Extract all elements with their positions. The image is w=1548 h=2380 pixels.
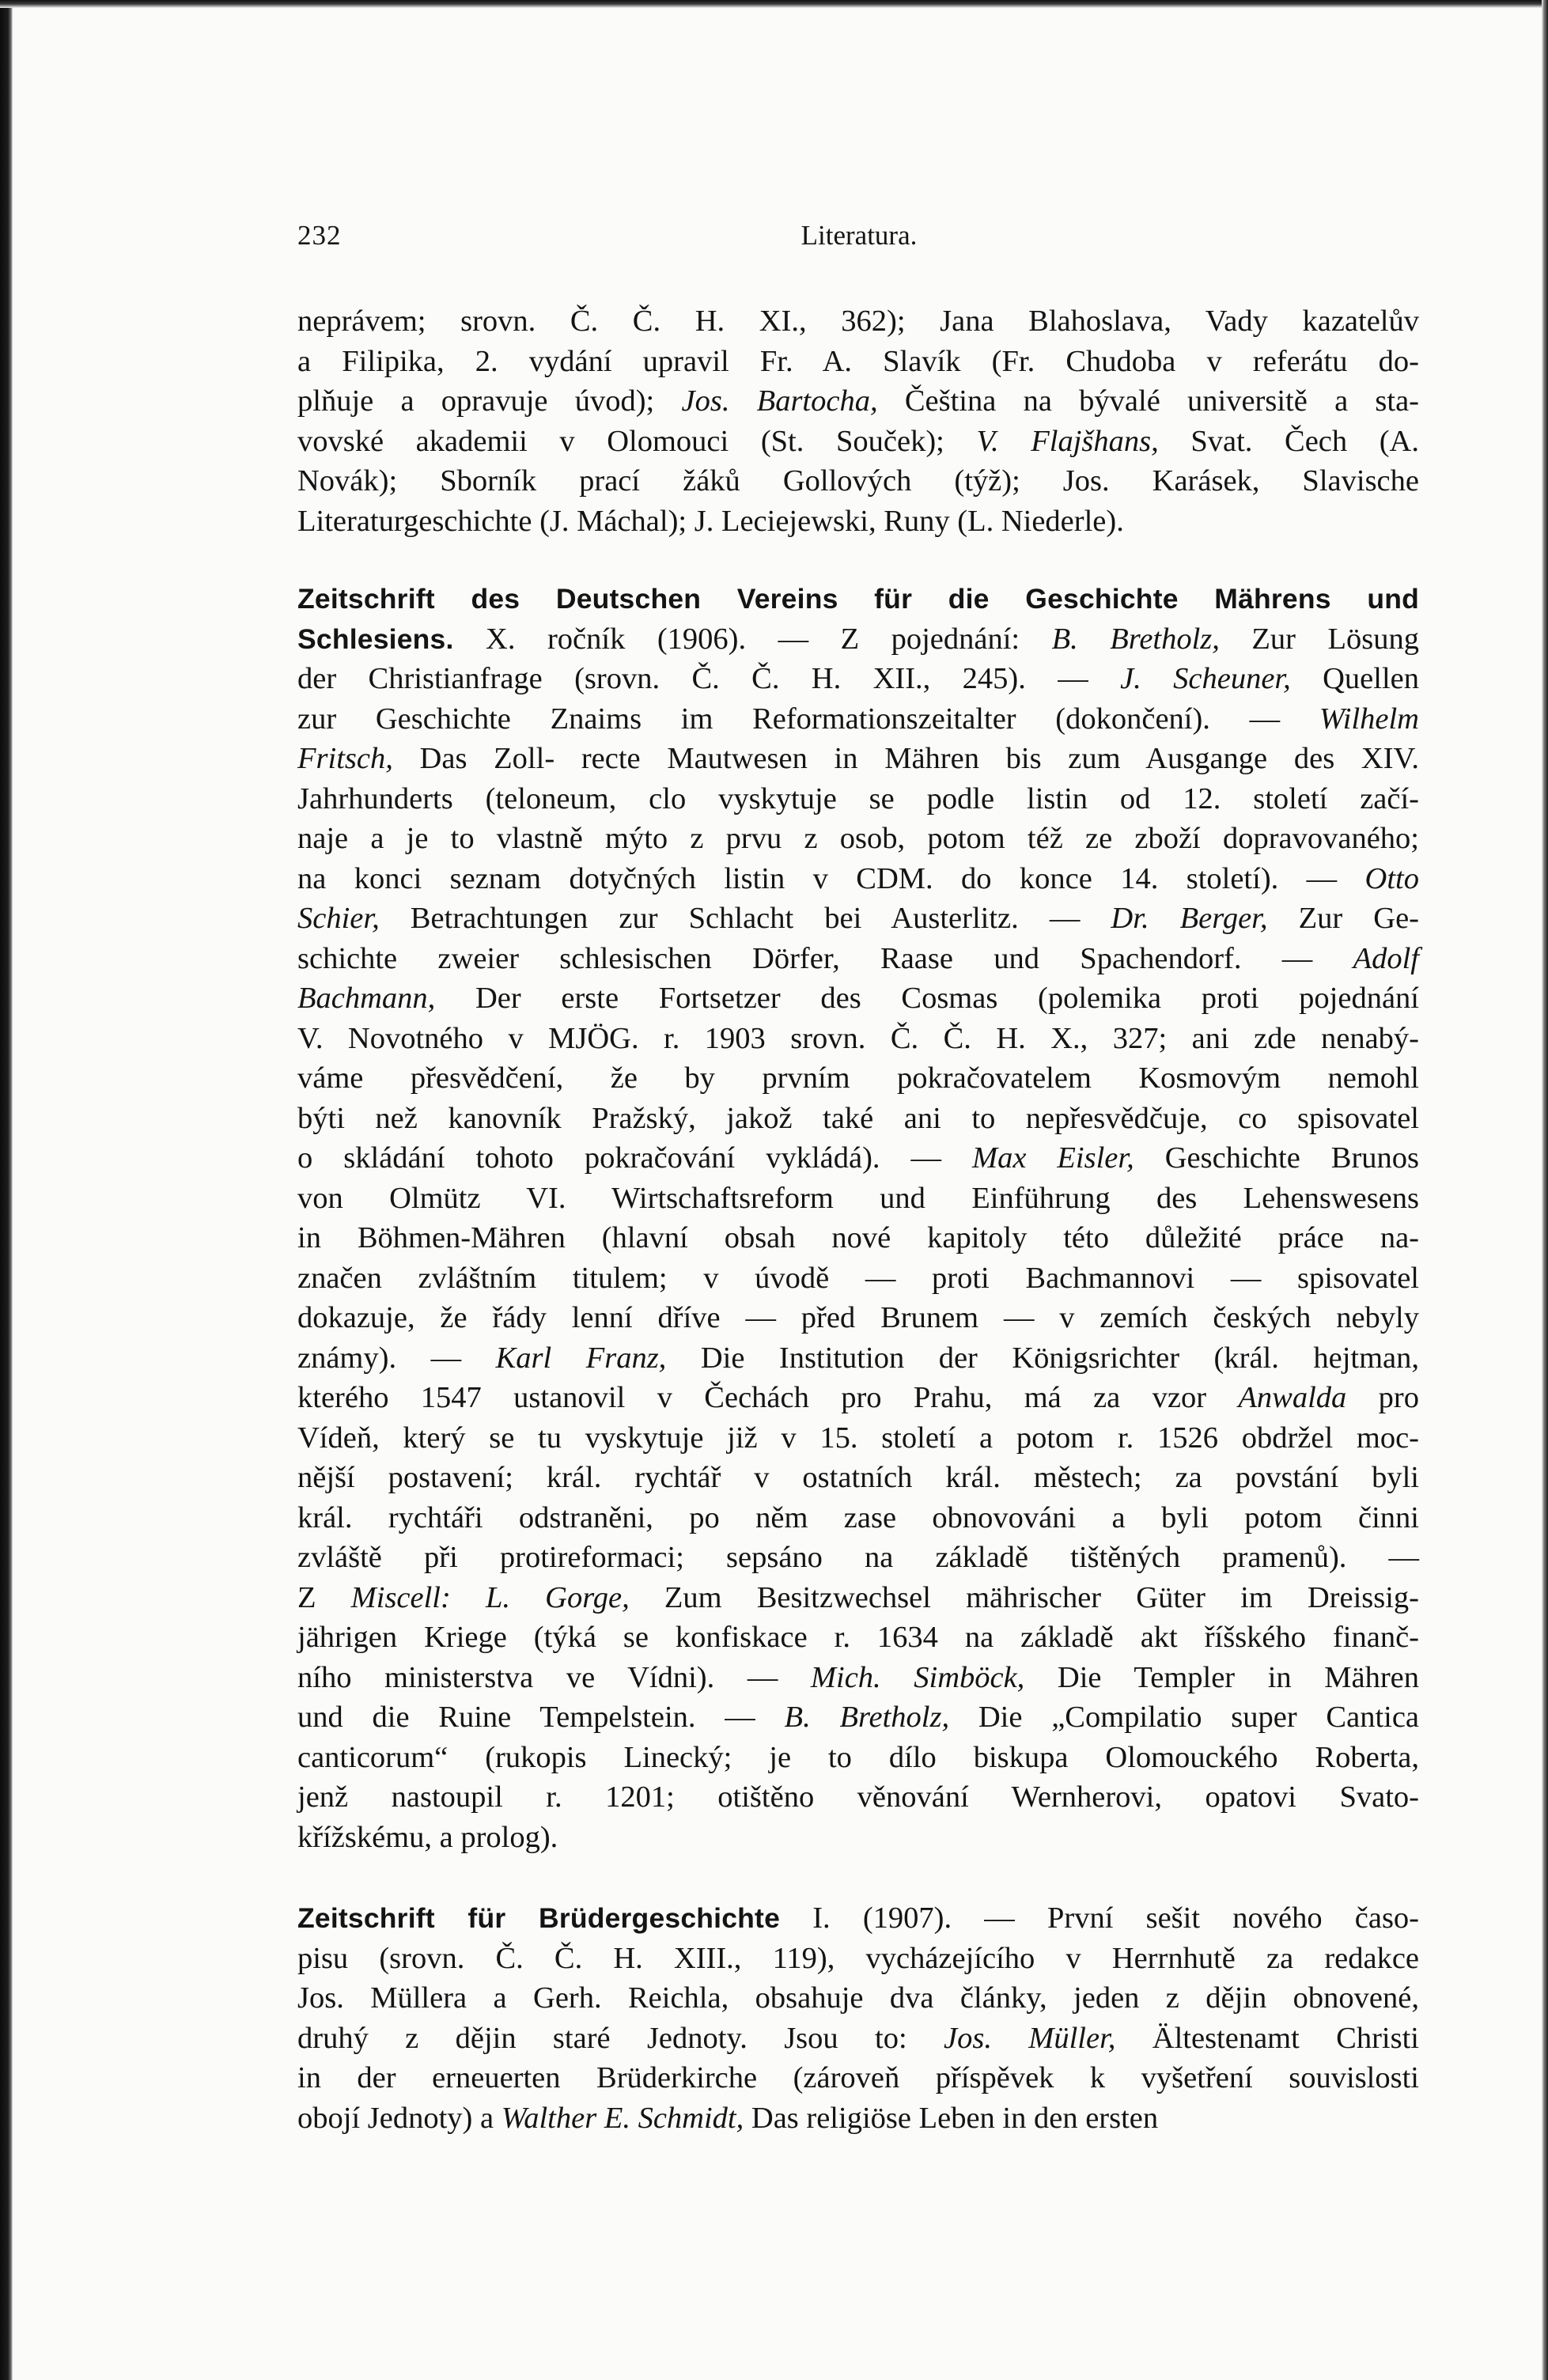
text-line [297,939,1419,979]
scan-edge-right [1542,0,1548,2380]
author-name: Otto [1364,861,1419,895]
paragraph-1 [297,301,1419,541]
text-line [297,1458,1419,1498]
text-line [297,1338,1419,1379]
text-segment: Z [297,1580,351,1614]
text-line [297,779,1419,819]
text-segment: Das Zoll- recte Mautwesen in Mähren bis zum Ausgange des XIV. [392,742,1419,775]
text-segment: kterého 1547 ustanovil v Čechách pro Prahu, má za vzor [297,1381,1239,1414]
text-segment: Zur Lösung [1219,622,1419,656]
text-segment: Novák); Sborník prací žáků Gollových (týž); Jos. Karásek, Slavische [297,464,1419,498]
text-segment: Das religiöse Leben in den ersten [744,2101,1159,2135]
author-name: Jos. Müller, [944,2021,1116,2055]
text-segment: in Böhmen-Mähren (hlavní obsah nové kapitoly této důležité práce na- [297,1221,1419,1254]
text-line [297,501,1419,542]
text-line [297,1818,1419,1858]
text-segment: neprávem; srovn. Č. Č. H. XI., 362); Jana Blahoslava, Vady kazatelův [297,305,1419,338]
text-segment: Ältestenamt Christi [1115,2021,1419,2055]
text-line [297,461,1419,501]
text-line [297,1939,1419,1979]
running-title: Literatura. [800,220,918,251]
text-segment: a Filipika, 2. vydání upravil Fr. A. Slavík (Fr. Chudoba v referátu do- [297,344,1419,378]
text-line [297,1099,1419,1139]
text-segment: značen zvláštním titulem; v úvodě — proti Bachmannovi — spisovatel [297,1261,1419,1295]
text-segment: Der erste Fortsetzer des Cosmas (polemika proti pojednání [435,982,1419,1015]
text-line [297,422,1419,462]
text-line [297,1538,1419,1578]
text-segment: král. rychtáři odstraněni, po něm zase obnovováni a byli potom činni [297,1500,1419,1534]
author-name: Miscell: L. Gorge, [350,1580,630,1614]
text-segment: von Olmütz VI. Wirtschaftsreform und Einführung des Lehenswesens [297,1181,1419,1215]
paragraph-3 [297,1898,1419,2138]
author-name: Adolf [1353,941,1419,975]
text-line [297,1418,1419,1459]
text-segment: dokazuje, že řády lenní dříve — před Brunem — v zemích českých nebyly [297,1301,1419,1334]
author-name: Dr. Berger, [1111,902,1268,935]
text-segment: Jahrhunderts (teloneum, clo vyskytuje se podle listin od 12. století začí- [297,781,1419,815]
author-name: Schier, [297,902,380,935]
text-segment: známy). — [297,1341,496,1375]
author-name: Walther E. Schmidt, [501,2101,744,2135]
text-line [297,1258,1419,1299]
text-segment: o skládání tohoto pokračování vykládá). — [297,1141,973,1175]
text-line [297,342,1419,382]
text-segment: Svat. Čech (A. [1158,424,1419,458]
text-line [297,1218,1419,1258]
text-line [297,1697,1419,1738]
text-segment: Vídeň, který se tu vyskytuje již v 15. století a potom r. 1526 obdržel moc- [297,1421,1419,1455]
text-segment: nější postavení; král. rychtář v ostatních král. městech; za povstání byli [297,1461,1419,1494]
text-segment: Čeština na bývalé universitě a sta- [877,384,1419,418]
author-name: Fritsch, [297,742,393,775]
text-line [297,1019,1419,1059]
text-line [297,1658,1419,1698]
text-line [297,819,1419,859]
text-line [297,1738,1419,1778]
text-segment: Die „Compilatio super Cantica [949,1701,1420,1734]
text-segment: Zum Besitzwechsel mährischer Güter im Dreissig- [629,1580,1420,1614]
text-segment: obojí Jednoty) a [297,2101,501,2135]
text-segment: zvláště při protireformaci; sepsáno na základě tištěných pramenů). — [297,1541,1419,1574]
author-name: Wilhelm [1319,702,1419,736]
text-line [297,381,1419,422]
paragraph-gap [297,541,1419,579]
journal-title: Zeitschrift für Brüdergeschichte [297,1902,781,1934]
text-line [297,1498,1419,1538]
text-segment: Geschichte Brunos [1134,1141,1420,1175]
text-line [297,301,1419,342]
text-line [297,2019,1419,2059]
text-segment: křížskému, a prolog). [297,1820,558,1854]
text-segment: canticorum“ (rukopis Linecký; je to dílo biskupa Olomouckého Roberta, [297,1740,1419,1774]
text-segment: V. Novotného v MJÖG. r. 1903 srovn. Č. Č. H. X., 327; ani zde nenabý- [297,1021,1419,1055]
author-name: J. Scheuner, [1120,662,1291,695]
text-segment: Die Templer in Mähren [1024,1660,1419,1694]
author-name: Karl Franz, [495,1341,667,1375]
text-segment: býti než kanovník Pražský, jakož také ani to nepřesvědčuje, co spisovatel [297,1101,1419,1135]
text-line [297,1578,1419,1618]
text-segment: pro [1346,1381,1419,1414]
text-segment: na konci seznam dotyčných listin v CDM. do konce 14. století). — [297,861,1365,895]
text-segment: vovské akademii v Olomouci (St. Souček); [297,424,977,458]
page-number: 232 [297,220,342,251]
text-line [297,859,1419,899]
text-segment: ního ministerstva ve Vídni). — [297,1660,811,1694]
text-segment: und die Ruine Tempelstein. — [297,1701,785,1734]
author-name: B. Bretholz, [784,1701,950,1734]
text-line [297,1618,1419,1658]
page-header [297,220,1419,264]
text-segment: zur Geschichte Znaims im Reformationszeitalter (dokončení). — [297,702,1319,736]
text-segment: plňuje a opravuje úvod); [297,384,682,418]
text-segment: pisu (srovn. Č. Č. H. XIII., 119), vycházejícího v Herrnhutě za redakce [297,1941,1419,1975]
text-body [297,301,1419,2138]
text-segment: Betrachtungen zur Schlacht bei Austerlitz. — [379,902,1111,935]
text-line [297,1058,1419,1099]
text-segment: jährigen Kriege (týká se konfiskace r. 1634 na základě akt říšského finanč- [297,1621,1419,1654]
text-line [297,1378,1419,1418]
author-name: B. Bretholz, [1051,622,1220,656]
author-name: Jos. Bartocha, [681,384,878,418]
text-segment: váme přesvědčení, že by prvním pokračovatelem Kosmovým nemohl [297,1061,1419,1095]
text-segment: naje a je to vlastně mýto z prvu z osob, potom též ze zboží dopravovaného; [297,822,1419,855]
author-name: V. Flajšhans, [976,424,1159,458]
text-segment: I. (1907). — První sešit nového časo- [780,1901,1419,1935]
text-line [297,1898,1419,1939]
author-name: Bachmann, [297,982,436,1015]
text-line [297,1777,1419,1818]
text-line [297,978,1419,1019]
text-segment: druhý z dějin staré Jednoty. Jsou to: [297,2021,944,2055]
text-segment: in der erneuerten Brüderkirche (zároveň příspěvek k vyšetření souvislosti [297,2061,1419,2094]
text-line [297,579,1419,619]
text-line [297,739,1419,779]
author-name: Max Eisler, [972,1141,1134,1175]
text-segment: Literaturgeschichte (J. Máchal); J. Leciejewski, Runy (L. Niederle). [297,504,1124,538]
text-line [297,1978,1419,2019]
text-segment: Die Institution der Königsrichter (král. hejtman, [666,1341,1420,1375]
text-line [297,1138,1419,1179]
text-segment: Quellen [1290,662,1419,695]
text-line [297,699,1419,740]
journal-title: Schlesiens. [297,622,454,655]
text-segment: schichte zweier schlesischen Dörfer, Raase und Spachendorf. — [297,941,1353,975]
text-segment: Jos. Müllera a Gerh. Reichla, obsahuje dva články, jeden z dějin obnovené, [297,1981,1419,2015]
text-segment: Zur Ge- [1267,902,1419,935]
text-line [297,619,1419,660]
author-name: Anwalda [1238,1381,1347,1414]
scan-edge-top [0,0,1548,8]
text-line [297,2058,1419,2098]
text-segment: jenž nastoupil r. 1201; otištěno věnování Wernherovi, opatovi Svato- [297,1780,1419,1814]
text-line [297,1179,1419,1219]
paragraph-gap [297,1857,1419,1898]
text-line [297,2098,1419,2139]
text-segment: X. ročník (1906). — Z pojednání: [453,622,1052,656]
text-line [297,1298,1419,1338]
journal-title: Zeitschrift des Deutschen Vereins für die Geschichte Mährens und [297,583,1419,615]
paragraph-2 [297,579,1419,1857]
text-segment: der Christianfrage (srovn. Č. Č. H. XII., 245). — [297,662,1121,695]
author-name: Mich. Simböck, [810,1660,1025,1694]
text-line [297,899,1419,939]
scan-edge-left [0,0,13,2380]
text-line [297,659,1419,699]
